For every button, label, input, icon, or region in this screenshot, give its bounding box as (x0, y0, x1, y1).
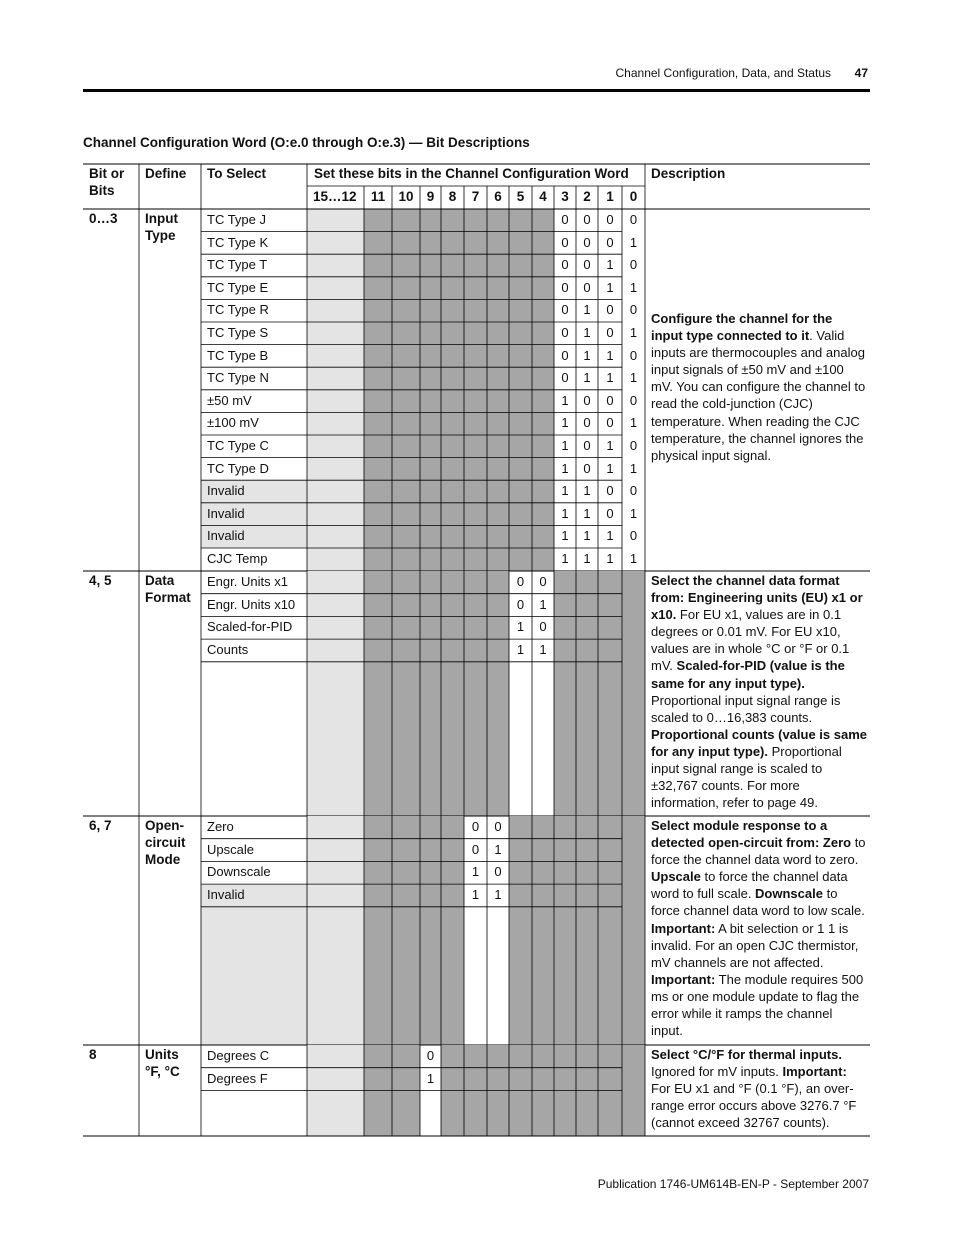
select-option-label: TC Type N (207, 370, 269, 386)
group-define: Open-circuit Mode (145, 818, 186, 867)
bit-value: 1 (583, 483, 591, 499)
select-option-label: Engr. Units x10 (207, 596, 296, 612)
bit-value: 0 (583, 279, 591, 295)
group-description (651, 572, 867, 811)
bit-value: 0 (606, 302, 614, 318)
unused-bit-shade (464, 571, 487, 816)
bit-label-8: 4 (539, 189, 547, 204)
bit-value: 1 (583, 302, 591, 318)
unused-bit-shade (392, 816, 420, 1045)
bit-value: 1 (629, 234, 638, 250)
bit-value: 0 (583, 212, 591, 227)
bit-label-6: 6 (494, 189, 502, 204)
unused-bit-shade (509, 816, 532, 1045)
bit-value: 0 (561, 347, 569, 363)
group-bits: 4, 5 (89, 573, 112, 588)
bit-value: 0 (629, 392, 638, 408)
select-option-label: Degrees C (207, 1048, 270, 1063)
group-description (651, 310, 867, 464)
bit-value: 1 (561, 460, 569, 476)
description-run: Select the channel data format from: Engineering units (EU) x1 or x10. (651, 573, 863, 623)
bit-label-3: 9 (426, 189, 435, 204)
select-option-label: TC Type R (207, 302, 269, 318)
bit-value: 0 (583, 460, 591, 476)
description-run: Select module response to a detected open-circuit from: Zero (651, 818, 852, 851)
bit-value: 1 (561, 483, 569, 499)
bit-value: 1 (539, 596, 547, 612)
description-run: A bit selection or 1 1 is invalid. For an open CJC thermistor, mV channels are not affected. (651, 920, 859, 970)
bit-value: 1 (629, 279, 638, 295)
unused-bit-shade (487, 571, 509, 816)
bit-value: 1 (629, 370, 638, 386)
unused-bit-shade (598, 816, 622, 1045)
bit-value: 0 (583, 257, 591, 273)
bit-value: 1 (583, 325, 591, 340)
bit-value: 0 (583, 234, 591, 250)
description-run: For EU x1, values are in 0.1 degrees or 0.01 mV. For EU x10, values are in whole °C or °F or 0.1 mV. (651, 607, 850, 674)
description-run: Downscale (755, 886, 823, 902)
group-description (651, 817, 867, 1039)
description-run: Important: (782, 1064, 847, 1080)
select-option-label: Invalid (207, 887, 245, 903)
bit-value: 0 (494, 819, 502, 834)
description-run: Important: (651, 920, 716, 936)
select-option-label: Zero (207, 819, 234, 834)
description-run: Proportional input signal range is scaled to ±32,767 counts. For more information, refer to page 49. (651, 743, 842, 811)
select-option-label: Scaled-for-PID (207, 619, 293, 635)
group-bits: 6, 7 (89, 818, 112, 833)
description-run: to force the channel data word to zero. (651, 835, 866, 868)
bit-value: 1 (471, 887, 480, 903)
description-run: Scaled-for-PID (value is the same for any input type). (651, 658, 845, 691)
description-run: Select °C/°F for thermal inputs. (651, 1047, 842, 1062)
bit-value: 1 (606, 279, 614, 295)
bit-value: 0 (561, 234, 569, 250)
bit-value: 0 (629, 483, 638, 499)
bit-value: 1 (606, 551, 614, 566)
bit1512-fill (307, 907, 364, 1045)
bit-value: 0 (583, 392, 591, 408)
bit-value: 1 (561, 528, 569, 544)
group-bits: 8 (89, 1047, 97, 1062)
unused-bit-shade (441, 816, 464, 1045)
bit-value: 0 (606, 505, 614, 521)
bit-value: 1 (583, 347, 591, 363)
bit-value: 0 (606, 234, 614, 250)
bit-label-12: 0 (629, 189, 638, 204)
bit-value: 0 (606, 483, 614, 499)
bit-value: 0 (629, 212, 638, 227)
select-option-label: TC Type D (207, 460, 269, 476)
table-title: Channel Configuration Word (O:e.0 through O:e.3) — Bit Descriptions (83, 135, 530, 150)
bit-value: 0 (426, 1048, 435, 1063)
bit-value: 0 (583, 438, 591, 453)
unused-bit-shade (622, 571, 645, 816)
bit-value: 1 (606, 370, 614, 386)
select-option-label: CJC Temp (207, 551, 268, 566)
bit-value: 1 (471, 864, 480, 880)
bit-value: 1 (426, 1070, 435, 1086)
bit-value: 0 (561, 257, 569, 273)
unused-bit-shade (364, 571, 392, 816)
bit-value: 0 (561, 370, 569, 386)
bit-value: 0 (629, 347, 638, 363)
bit-label-0: 15…12 (313, 189, 357, 204)
bit-value: 1 (583, 528, 591, 544)
description-run: to force channel data word to low scale. (651, 886, 865, 919)
group-bits: 0…3 (89, 211, 118, 226)
unused-bit-shade (441, 571, 464, 816)
select-option-label: ±50 mV (207, 392, 252, 408)
select-option-label: Invalid (207, 505, 245, 521)
bit-value: 1 (583, 370, 591, 386)
select-option-label: Invalid (207, 528, 245, 544)
col-header-bits: Bit or Bits (89, 166, 125, 198)
col-header-description: Description (651, 166, 726, 181)
bit-value: 1 (516, 619, 525, 635)
select-option-label: TC Type C (207, 438, 269, 453)
bit-value: 1 (494, 887, 502, 903)
bit-value: 1 (606, 460, 614, 476)
select-option-label: Invalid (207, 483, 245, 499)
select-fill (201, 907, 307, 1045)
bit-value: 1 (606, 347, 614, 363)
select-option-label: TC Type K (207, 234, 269, 250)
bit-label-1: 11 (370, 189, 386, 204)
bit-value: 1 (561, 415, 569, 431)
unused-bit-shade (420, 816, 441, 1045)
bit-value: 1 (583, 551, 591, 566)
bit-value: 0 (629, 438, 638, 453)
group-description (651, 1046, 867, 1131)
bit-value: 0 (606, 392, 614, 408)
col-header-define: Define (145, 166, 187, 181)
description-run: Ignored for mV inputs. (651, 1064, 783, 1080)
bit-value: 0 (539, 574, 547, 589)
bit-value: 1 (629, 460, 638, 476)
bit-label-10: 2 (583, 189, 591, 204)
description-run: Important: (651, 971, 716, 987)
select-option-label: Counts (207, 642, 249, 658)
group-define: Units °F, °C (145, 1047, 180, 1079)
bit1512-fill (307, 662, 364, 816)
select-fill (201, 1090, 307, 1136)
bit-value: 0 (516, 596, 525, 612)
bit-value: 0 (629, 528, 638, 544)
bit-value: 1 (561, 438, 569, 453)
bit-value: 1 (606, 257, 614, 273)
bit-value: 0 (561, 212, 569, 227)
bit-value: 0 (539, 619, 547, 635)
bit-label-7: 5 (516, 189, 525, 204)
bit-label-9: 3 (561, 189, 569, 204)
select-option-label: TC Type J (207, 212, 267, 227)
col-header-set-bits: Set these bits in the Channel Configuration Word (314, 166, 629, 181)
unused-bit-shade (364, 816, 392, 1045)
bit-value: 0 (629, 302, 638, 318)
bit-value: 0 (494, 864, 502, 880)
bit-value: 1 (629, 325, 638, 340)
bit-value: 0 (561, 302, 569, 318)
bit-value: 1 (561, 392, 569, 408)
unused-bit-shade (576, 816, 598, 1045)
bit-value: 0 (606, 325, 614, 340)
bit-value: 1 (606, 528, 614, 544)
group-define: Input Type (145, 211, 178, 243)
description-run: The module requires 500 ms or one module update to flag the error while it ramps the channel input. (651, 971, 864, 1039)
select-option-label: TC Type E (207, 279, 269, 295)
select-option-label: Degrees F (207, 1070, 268, 1086)
bit-value: 0 (606, 212, 614, 227)
bit-value: 0 (629, 257, 638, 273)
bit-value: 0 (561, 325, 569, 340)
bit-value: 0 (561, 279, 569, 295)
description-run: Upscale (651, 869, 701, 885)
bit-value: 1 (561, 551, 569, 566)
bit-value: 0 (606, 415, 614, 431)
page-number: 47 (854, 66, 868, 80)
select-option-label: Downscale (207, 864, 271, 880)
unused-bit-shade (576, 571, 598, 816)
description-run: . Valid inputs are thermocouples and analog input signals of ±50 mV and ±100 mV. You can configure the channel to read the cold-junction (CJC) temperature. When reading the CJC temperature, the channel ignores the physical input signal. (651, 328, 866, 463)
group-define: Data Format (145, 573, 191, 605)
bit-label-2: 10 (398, 189, 414, 204)
bit1512-fill (307, 1090, 364, 1136)
select-option-label: TC Type B (207, 347, 269, 363)
unused-bit-shade (392, 571, 420, 816)
select-option-label: ±100 mV (207, 415, 259, 431)
bit-label-11: 1 (606, 189, 614, 204)
description-run: Configure the channel for the input type connected to it (651, 311, 833, 344)
bit-value: 0 (583, 415, 591, 431)
bit-value: 0 (516, 574, 525, 589)
header-title: Channel Configuration, Data, and Status (615, 66, 831, 80)
unused-bit-shade (622, 816, 645, 1045)
bit-label-5: 7 (471, 189, 480, 204)
bit-value: 1 (561, 505, 569, 521)
select-option-label: Engr. Units x1 (207, 574, 288, 589)
bit-value: 1 (606, 438, 614, 453)
select-option-label: TC Type S (207, 325, 269, 340)
bit-label-4: 8 (448, 189, 457, 204)
bit-value: 0 (471, 819, 480, 834)
bit-value: 1 (629, 551, 638, 566)
col-header-select: To Select (207, 166, 267, 181)
unused-bit-shade (554, 816, 576, 1045)
description-run: to force the channel data word to full scale. (651, 869, 848, 902)
unused-bit-shade (554, 571, 576, 816)
publication-footer: Publication 1746-UM614B-EN-P - September 2007 (597, 1177, 869, 1191)
description-run: Proportional input signal range is scaled to 0…16,383 counts. (651, 692, 841, 725)
bit-value: 0 (471, 841, 480, 857)
bit-value: 1 (629, 505, 638, 521)
description-run: For EU x1 and °F (0.1 °F), an over-range error occurs above 3276.7 °F (cannot exceed 32767 counts). (651, 1081, 857, 1131)
unused-bit-shade (622, 1045, 645, 1136)
unused-bit-shade (598, 571, 622, 816)
select-fill (201, 662, 307, 816)
bit-value: 1 (539, 642, 547, 658)
select-option-label: TC Type T (207, 257, 268, 273)
unused-bit-shade (532, 816, 554, 1045)
bit-value: 1 (494, 841, 502, 857)
bit-value: 1 (583, 505, 591, 521)
description-run: Proportional counts (value is same for any input type). (651, 726, 867, 759)
bit-value: 1 (516, 642, 525, 658)
select-option-label: Upscale (207, 841, 254, 857)
bit-value: 1 (629, 415, 638, 431)
unused-bit-shade (420, 571, 441, 816)
